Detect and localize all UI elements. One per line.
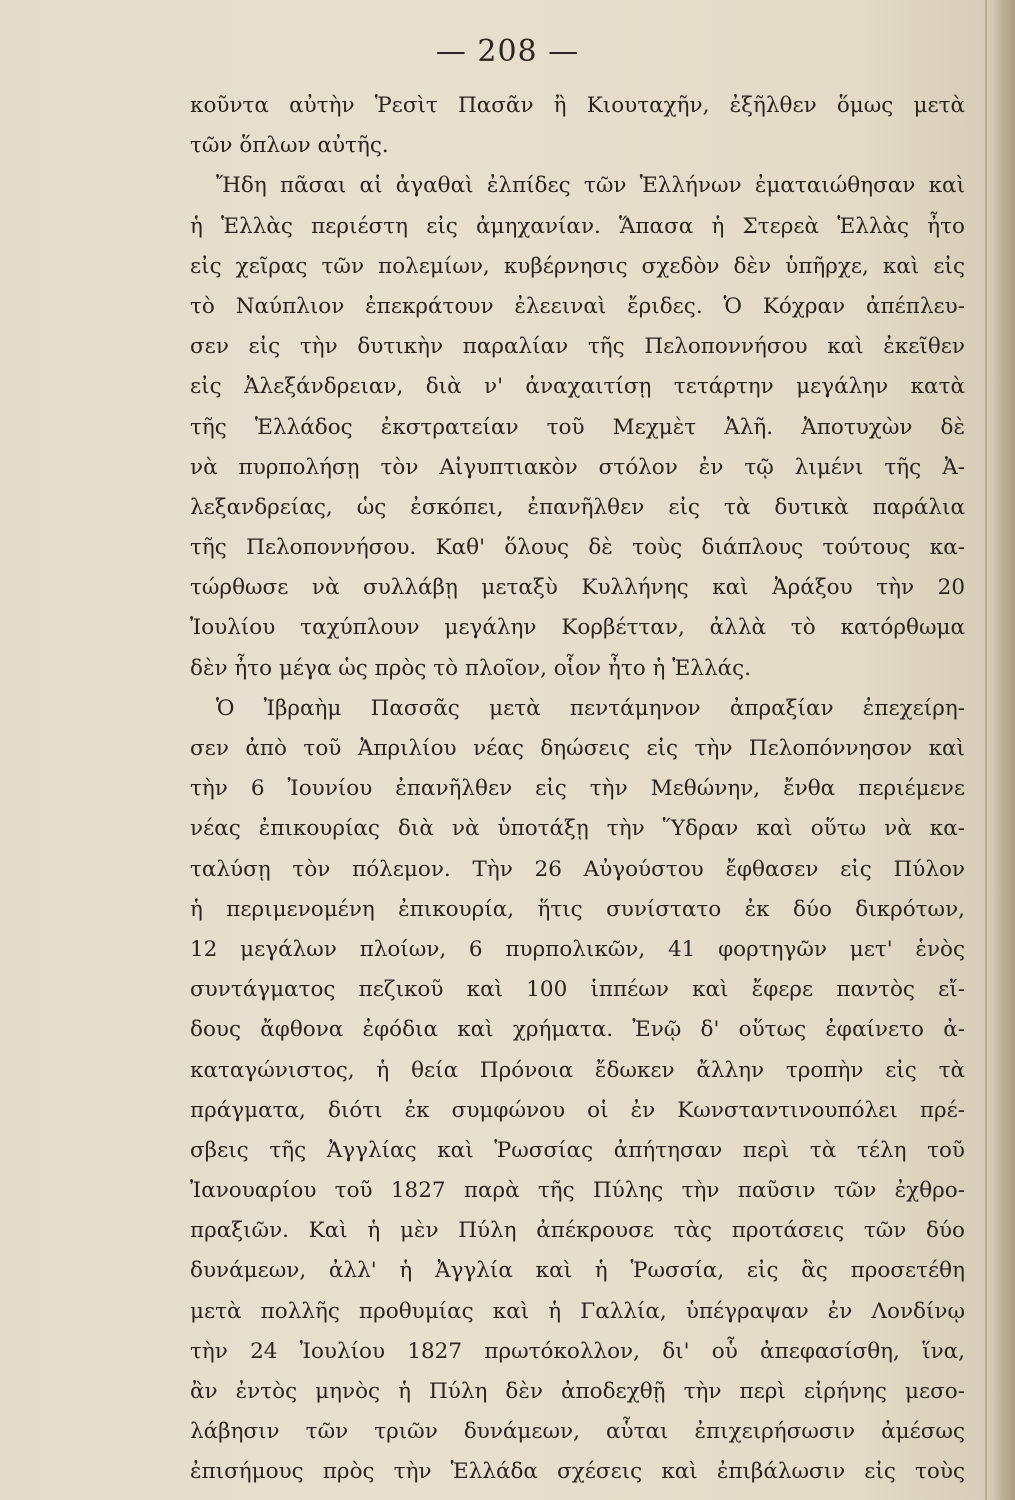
text-line: πράγματα, διότι ἐκ συμφώνου οἱ ἐν Κωνσταντινουπόλει πρέ- [190, 1097, 965, 1123]
text-line: τῶν ὅπλων αὐτῆς. [190, 133, 389, 159]
text-line: δυνάμεων, ἀλλ' ἡ Ἀγγλία καὶ ἡ Ῥωσσία, εἰς ἃς προσετέθη [190, 1258, 965, 1284]
text-line: λεξανδρείας, ὡς ἐσκόπει, ἐπανῆλθεν εἰς τὰ δυτικὰ παράλια [190, 494, 965, 520]
text-line: 12 μεγάλων πλοίων, 6 πυρπολικῶν, 41 φορτηγῶν μετ' ἑνὸς [190, 936, 965, 962]
text-line: Ἰανουαρίου τοῦ 1827 παρὰ τῆς Πύλης τὴν παῦσιν τῶν ἐχθρο- [190, 1178, 965, 1204]
text-line: Ἤδη πᾶσαι αἱ ἀγαθαὶ ἐλπίδες τῶν Ἑλλήνων ἐματαιώθησαν καὶ [216, 173, 965, 199]
text-line: λάβησιν τῶν τριῶν δυνάμεων, αὗται ἐπιχειρήσωσιν ἀμέσως [190, 1419, 965, 1445]
text-line: ἡ περιμενομένη ἐπικουρία, ἥτις συνίστατο ἐκ δύο δικρότων, [190, 896, 965, 922]
text-line: τώρθωσε νὰ συλλάβῃ μεταξὺ Κυλλήνης καὶ Ἀράξου τὴν 20 [190, 575, 965, 601]
text-line: ἂν ἐντὸς μηνὸς ἡ Πύλη δὲν ἀποδεχθῇ τὴν περὶ εἰρήνης μεσο- [190, 1379, 965, 1404]
text-line: δους ἄφθονα ἐφόδια καὶ χρήματα. Ἐνῷ δ' οὕτως ἐφαίνετο ἀ- [190, 1017, 965, 1043]
text-line: σβεις τῆς Ἀγγλίας καὶ Ῥωσσίας ἀπήτησαν περὶ τὰ τέλη τοῦ [190, 1137, 965, 1163]
text-line: δὲν ἦτο μέγα ὡς πρὸς τὸ πλοῖον, οἷον ἦτο ἡ Ἑλλάς. [190, 655, 751, 681]
text-line: μετὰ πολλῆς προθυμίας καὶ ἡ Γαλλία, ὑπέγραψαν ἐν Λονδίνῳ [190, 1298, 965, 1324]
page-gutter [993, 0, 1015, 1500]
text-line: τὴν 24 Ἰουλίου 1827 πρωτόκολλον, δι' οὗ ἀπεφασίσθη, ἵνα, [190, 1338, 965, 1364]
text-line: νέας ἐπικουρίας διὰ νὰ ὑποτάξῃ τὴν Ὕδραν καὶ οὕτω νὰ κα- [190, 816, 965, 842]
text-line: κοῦντα αὐτὴν Ῥεσὶτ Πασᾶν ἢ Κιουταχῆν, ἐξῆλθεν ὅμως μετὰ [190, 93, 965, 118]
text-line: Ὁ Ἰβραὴμ Πασσᾶς μετὰ πεντάμηνον ἀπραξίαν ἐπεχείρη- [216, 695, 965, 721]
page-text-body [190, 86, 965, 1493]
text-line: ἐπισήμους πρὸς τὴν Ἑλλάδα σχέσεις καὶ ἐπιβάλωσιν εἰς τοὺς [190, 1459, 965, 1485]
text-line: ἡ Ἑλλὰς περιέστη εἰς ἀμηχανίαν. Ἅπασα ἡ Στερεὰ Ἑλλὰς ἦτο [190, 213, 965, 239]
text-line: τῆς Πελοποννήσου. Καθ' ὅλους δὲ τοὺς διάπλους τούτους κα- [190, 535, 965, 561]
text-line: καταγώνιστος, ἡ θεία Πρόνοια ἔδωκεν ἄλλην τροπὴν εἰς τὰ [190, 1057, 965, 1083]
text-line: τὸ Ναύπλιον ἐπεκράτουν ἐλεειναὶ ἔριδες. Ὁ Κόχραν ἀπέπλευ- [190, 293, 965, 319]
text-line: σεν εἰς τὴν δυτικὴν παραλίαν τῆς Πελοποννήσου καὶ ἐκεῖθεν [190, 334, 965, 360]
text-line: συντάγματος πεζικοῦ καὶ 100 ἱππέων καὶ ἔφερε παντὸς εἴ- [190, 977, 965, 1003]
text-line: νὰ πυρπολήσῃ τὸν Αἰγυπτιακὸν στόλον ἐν τῷ λιμένι τῆς Ἀ- [190, 454, 965, 480]
text-line: ταλύσῃ τὸν πόλεμον. Τὴν 26 Αὐγούστου ἔφθασεν εἰς Πύλον [190, 856, 965, 882]
text-line: πραξιῶν. Καὶ ἡ μὲν Πύλη ἀπέκρουσε τὰς προτάσεις τῶν δύο [190, 1218, 965, 1244]
text-line: τὴν 6 Ἰουνίου ἐπανῆλθεν εἰς τὴν Μεθώνην, ἔνθα περιέμενε [190, 776, 965, 802]
text-line: Ἰουλίου ταχύπλουν μεγάλην Κορβέτταν, ἀλλὰ τὸ κατόρθωμα [190, 615, 965, 641]
text-line: τῆς Ἑλλάδος ἐκστρατείαν τοῦ Μεχμὲτ Ἀλῆ. Ἀποτυχὼν δὲ [190, 414, 965, 440]
page-edge-line [985, 0, 987, 1500]
text-line: εἰς χεῖρας τῶν πολεμίων, κυβέρνησις σχεδὸν δὲν ὑπῆρχε, καὶ εἰς [190, 253, 965, 279]
text-line: εἰς Ἀλεξάνδρειαν, διὰ ν' ἀναχαιτίσῃ τετάρτην μεγάλην κατὰ [190, 374, 965, 400]
text-line: σεν ἀπὸ τοῦ Ἀπριλίου νέας δηώσεις εἰς τὴν Πελοπόννησον καὶ [190, 736, 965, 761]
page-number: — 208 — [435, 34, 580, 69]
